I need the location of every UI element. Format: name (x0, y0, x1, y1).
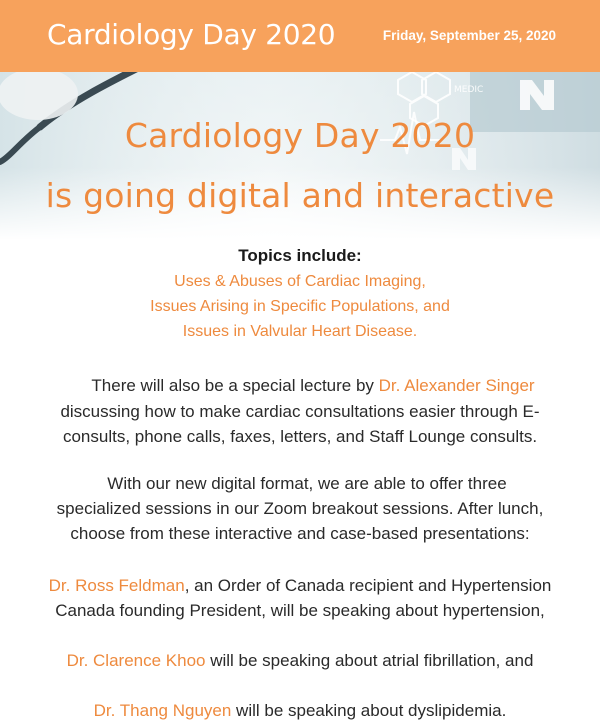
hero-heading-line1: Cardiology Day 2020 (124, 116, 476, 155)
header-title: Cardiology Day 2020 (47, 18, 336, 51)
format-line2: specialized sessions in our Zoom breakout sessions. After lunch, (56, 499, 544, 518)
hero-heading-line2: is going digital and interactive (45, 176, 555, 215)
session-khoo-text: will be speaking about atrial fibrillation, and (205, 651, 534, 670)
session-feldman-line1 (0, 573, 600, 598)
session-khoo (0, 648, 600, 673)
lecture-line1 (0, 373, 600, 398)
header-date: Friday, September 25, 2020 (382, 28, 556, 43)
speaker-singer: Dr. Alexander Singer (378, 376, 535, 395)
medic-label: MEDIC (454, 85, 484, 95)
format-line1: With our new digital format, we are able to offer three (107, 474, 507, 493)
header-bar (0, 0, 600, 72)
topics-label: Topics include: (238, 246, 362, 265)
session-nguyen-text: will be speaking about dyslipidemia. (231, 701, 507, 720)
speaker-nguyen: Dr. Thang Nguyen (93, 701, 232, 720)
format-line3: choose from these interactive and case-based presentations: (70, 524, 530, 543)
topic-item: Issues in Valvular Heart Disease. (182, 323, 418, 340)
lecture-intro-text: There will also be a special lecture by (91, 376, 379, 395)
topic-item: Issues Arising in Specific Populations, and (150, 298, 450, 315)
session-feldman-text: , an Order of Canada recipient and Hypertension (184, 576, 552, 595)
speaker-khoo: Dr. Clarence Khoo (66, 651, 206, 670)
speaker-feldman: Dr. Ross Feldman (48, 576, 185, 595)
lecture-line3: consults, phone calls, faxes, letters, and Staff Lounge consults. (62, 427, 538, 446)
session-nguyen (0, 698, 600, 723)
lecture-line2: discussing how to make cardiac consultations easier through E- (60, 402, 540, 421)
session-feldman-line2: Canada founding President, will be speaking about hypertension, (55, 601, 545, 620)
topic-item: Uses & Abuses of Cardiac Imaging, (174, 273, 426, 290)
